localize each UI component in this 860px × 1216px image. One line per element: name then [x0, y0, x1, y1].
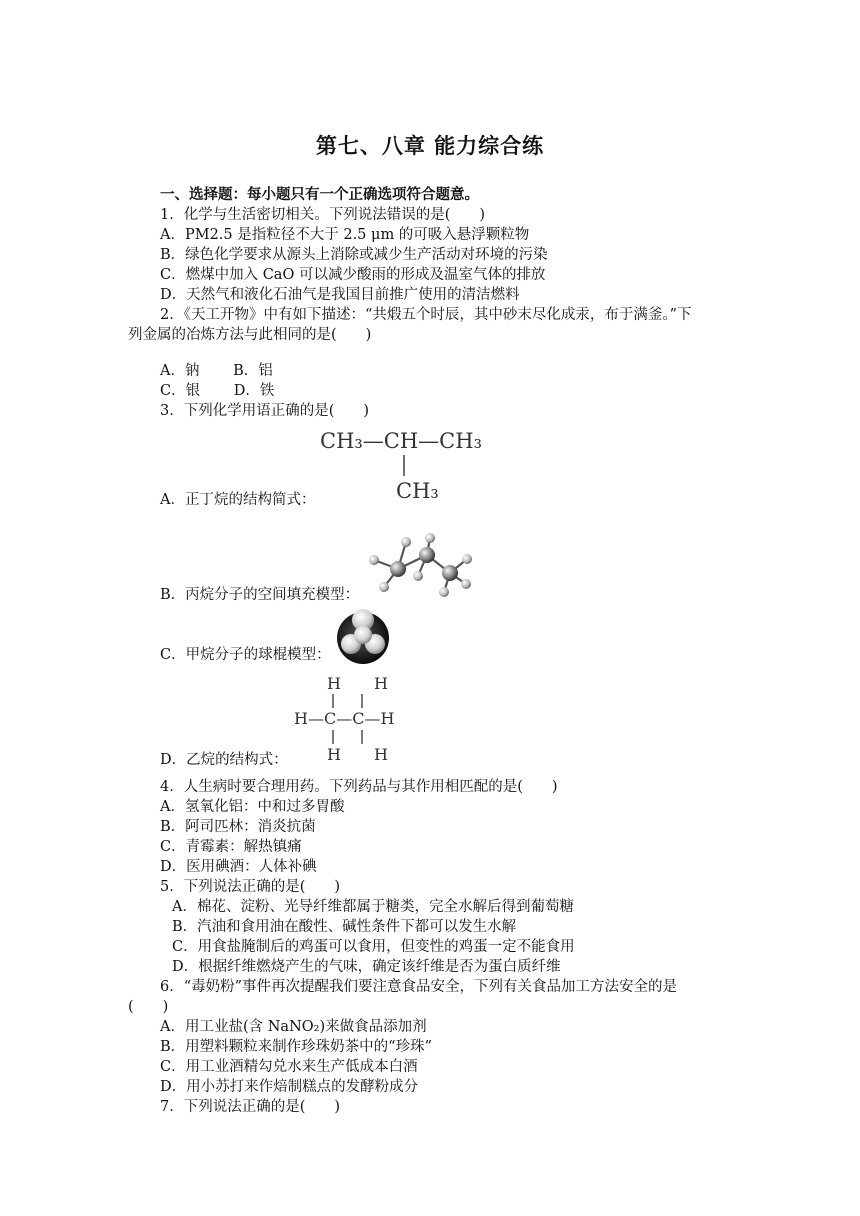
q1-option-d: D．天然气和液化石油气是我国目前推广使用的清洁燃料 [160, 287, 520, 303]
ethane-top-h: H H [327, 674, 402, 693]
q1-option-b: B．绿色化学要求从源头上消除或减少生产活动对环境的污染 [160, 247, 548, 263]
q3-option-a: A．正丁烷的结构简式： [160, 492, 316, 508]
q4-option-b: B．阿司匹林：消炎抗菌 [160, 819, 316, 835]
q2-stem-line2: 列金属的冶炼方法与此相同的是( ) [128, 327, 372, 343]
formula-main-chain: CH₃—CH—CH₃ [320, 429, 482, 453]
q5-stem: 5．下列说法正确的是( ) [160, 879, 341, 895]
q2-options-ab: A．钠 B．铝 [160, 363, 273, 379]
q6-option-c: C．用工业酒精勾兑水来生产低成本白酒 [160, 1059, 418, 1075]
q7-stem: 7．下列说法正确的是( ) [160, 1099, 341, 1115]
q3-stem: 3．下列化学用语正确的是( ) [160, 403, 370, 419]
q5-option-c: C．用食盐腌制后的鸡蛋可以食用，但变性的鸡蛋一定不能食用 [172, 939, 575, 955]
q5-option-d: D．根据纤维燃烧产生的气味，确定该纤维是否为蛋白质纤维 [172, 959, 561, 975]
q5-option-a: A．棉花、淀粉、光导纤维都属于糖类，完全水解后得到葡萄糖 [172, 899, 574, 915]
q2-options-cd: C．银 D．铁 [160, 383, 275, 399]
q1-option-a: A．PM2.5 是指粒径不大于 2.5 μm 的可吸入悬浮颗粒物 [160, 227, 530, 243]
q1-option-c: C．燃煤中加入 CaO 可以减少酸雨的形成及温室气体的排放 [160, 267, 546, 283]
q4-stem: 4．人生病时要合理用药。下列药品与其作用相匹配的是( ) [160, 779, 558, 795]
section-heading: 一、选择题：每小题只有一个正确选项符合题意。 [160, 187, 479, 203]
q3-option-c: C．甲烷分子的球棍模型： [160, 647, 331, 663]
ethane-main-row: H—C—C—H [294, 709, 395, 728]
q4-option-c: C．青霉素：解热镇痛 [160, 839, 302, 855]
q3-option-d: D．乙烷的结构式： [160, 752, 288, 768]
q3-option-b: B．丙烷分子的空间填充模型： [160, 587, 360, 603]
ethane-bottom-h: H H [327, 745, 402, 764]
q6-option-b: B．用塑料颗粒来制作珍珠奶茶中的“珍珠” [160, 1039, 432, 1055]
q6-stem-line1: 6．“毒奶粉”事件再次提醒我们要注意食品安全，下列有关食品加工方法安全的是 [160, 979, 678, 995]
butane-structure-formula [318, 424, 518, 506]
q2-stem-line1: 2．《天工开物》中有如下描述：“共煅五个时辰，其中砂末尽化成汞，布于满釜。”下 [160, 307, 692, 323]
ethane-structural-formula [290, 672, 410, 764]
q6-option-a: A．用工业盐(含 NaNO₂)来做食品添加剂 [160, 1019, 427, 1035]
q1-stem: 1．化学与生活密切相关。下列说法错误的是( ) [160, 207, 486, 223]
q4-option-a: A．氢氧化铝：中和过多胃酸 [160, 799, 345, 815]
propane-ball-stick-model [364, 532, 476, 598]
q4-option-d: D．医用碘酒：人体补碘 [160, 859, 317, 875]
q6-stem-line2: ( ) [128, 999, 169, 1015]
page-title: 第七、八章 能力综合练 [315, 134, 545, 158]
methane-space-filling-model [331, 604, 395, 668]
q5-option-b: B．汽油和食用油在酸性、碱性条件下都可以发生水解 [172, 919, 517, 935]
q6-option-d: D．用小苏打来作焙制糕点的发酵粉成分 [160, 1079, 419, 1095]
formula-branch: CH₃ [396, 479, 439, 503]
